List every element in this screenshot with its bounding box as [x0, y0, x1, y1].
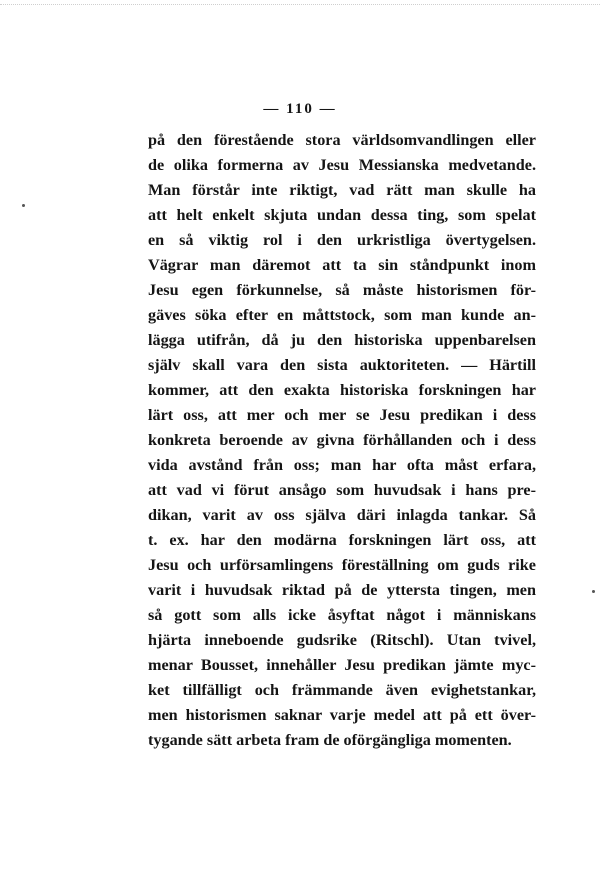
text-line: vida avstånd från oss; man har ofta måst erfara,: [148, 456, 536, 474]
text-line: så gott som alls icke åsyftat något i människans: [148, 606, 536, 624]
text-line: men historismen saknar varje medel att på ett över-: [148, 706, 536, 724]
text-line: varit i huvudsak riktad på de yttersta tingen, men: [148, 581, 536, 599]
text-line: Jesu och urförsamlingens föreställning om guds rike: [148, 556, 536, 574]
text-line: tygande sätt arbeta fram de oförgängliga momenten.: [148, 731, 512, 749]
text-line: t. ex. har den modärna forskningen lärt oss, att: [148, 531, 536, 549]
text-line: att vad vi förut ansågo som huvudsak i hans pre-: [148, 481, 536, 499]
body-text: [148, 128, 536, 753]
text-line: konkreta beroende av givna förhållanden och i dess: [148, 431, 536, 449]
text-line: att helt enkelt skjuta undan dessa ting, som spelat: [148, 206, 536, 224]
text-line: kommer, att den exakta historiska forskningen har: [148, 381, 536, 399]
text-line: lägga utifrån, då ju den historiska uppenbarelsen: [148, 331, 536, 349]
text-line: själv skall vara den sista auktoriteten. — Härtill: [148, 356, 536, 374]
text-line: Jesu egen förkunnelse, så måste historismen för-: [148, 281, 536, 299]
text-line: på den förestående stora världsomvandlingen eller: [148, 131, 536, 149]
text-line: Vägrar man däremot att ta sin ståndpunkt inom: [148, 256, 536, 274]
text-line: hjärta inneboende gudsrike (Ritschl). Utan tvivel,: [148, 631, 536, 649]
text-line: menar Bousset, innehåller Jesu predikan jämte myc-: [148, 656, 536, 674]
paper-speck: [592, 590, 595, 593]
page-number: — 110 —: [263, 101, 337, 117]
text-line: dikan, varit av oss själva däri inlagda tankar. Så: [148, 506, 536, 524]
text-line: Man förstår inte riktigt, vad rätt man skulle ha: [148, 181, 536, 199]
text-line: de olika formerna av Jesu Messianska medvetande.: [148, 156, 536, 174]
text-line: en så viktig rol i den urkristliga övertygelsen.: [148, 231, 536, 249]
text-line: ket tillfälligt och främmande även evighetstankar,: [148, 681, 536, 699]
text-line: lärt oss, att mer och mer se Jesu predikan i dess: [148, 406, 536, 424]
page-top-edge: [0, 0, 600, 5]
text-line: gäves söka efter en måttstock, som man kunde an-: [148, 306, 536, 324]
paper-speck: [22, 204, 25, 207]
